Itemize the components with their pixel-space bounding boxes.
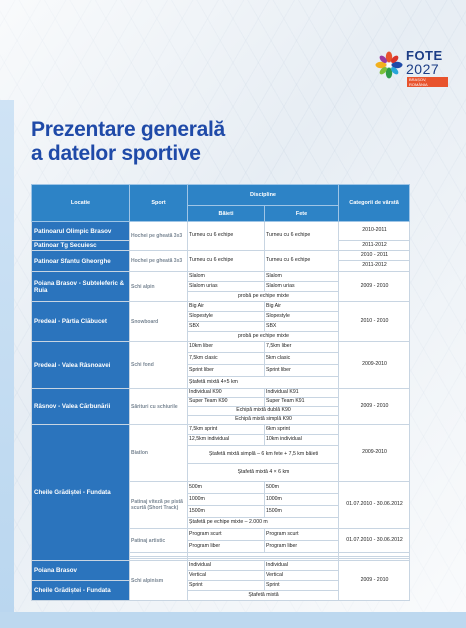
location-cell: Cheile Grădiștei - Fundata: [32, 425, 130, 561]
table-row: [32, 425, 410, 435]
table-row: [32, 342, 410, 353]
boys-cell: 500m: [188, 482, 265, 494]
title-line-2: a datelor sportive: [31, 142, 201, 165]
boys-cell: 12,5km individual: [188, 435, 265, 446]
age-cell: 2010 - 2011: [339, 251, 410, 261]
age-cell: 01.07.2010 - 30.06.2012: [339, 529, 410, 553]
girls-cell: Big Air: [265, 302, 339, 312]
age-cell: 2011-2012: [339, 241, 410, 251]
fote-logo: [374, 48, 448, 87]
boys-cell: 1500m: [188, 506, 265, 518]
sport-cell: Snowboard: [130, 302, 188, 342]
age-cell: 2009-2010: [339, 425, 410, 482]
age-cell: 01.07.2010 - 30.06.2012: [339, 482, 410, 529]
boys-cell: Program liber: [188, 541, 265, 553]
girls-cell: Vertical: [265, 571, 339, 581]
boys-cell: Big Air: [188, 302, 265, 312]
header-age: Categorii de vârstă: [339, 185, 410, 222]
sport-cell: Sărituri cu schiurile: [130, 389, 188, 425]
title-line-1: Prezentare generală: [31, 118, 225, 141]
girls-cell: Sprint liber: [265, 365, 339, 377]
girls-cell: Individual: [265, 561, 339, 571]
girls-cell: Super Team K91: [265, 398, 339, 407]
boys-cell: Sprint: [188, 581, 265, 591]
sport-cell: Biatlon: [130, 425, 188, 482]
girls-cell: Turneu cu 6 echipe: [265, 222, 339, 251]
boys-cell: Turneu cu 6 echipe: [188, 251, 265, 272]
girls-cell: Slalom urias: [265, 282, 339, 292]
location-cell: Patinoar Sfantu Gheorghe: [32, 251, 130, 272]
boys-cell: Slalom urias: [188, 282, 265, 292]
logo-location: BRAȘOV, ROMÂNIA: [407, 77, 448, 87]
sport-cell: Hochei pe gheată 3x3: [130, 251, 188, 272]
snowflake-logo-icon: [374, 50, 404, 80]
girls-cell: 5km clasic: [265, 353, 339, 365]
girls-cell: 1500m: [265, 506, 339, 518]
boys-cell: Slalom: [188, 272, 265, 282]
boys-cell: Individual: [188, 561, 265, 571]
location-cell: Patinoarul Olimpic Brasov: [32, 222, 130, 241]
left-accent-bar: [0, 100, 14, 628]
girls-cell: 7,5km liber: [265, 342, 339, 353]
girls-cell: 6km sprint: [265, 425, 339, 435]
mixed-cell: Ștafetă mixtă simplă – 6 km fete + 7,5 km băieti: [188, 446, 339, 464]
sport-cell: Schi fond: [130, 342, 188, 389]
boys-cell: Sprint liber: [188, 365, 265, 377]
bottom-accent-bar: [0, 612, 466, 628]
boys-cell: Super Team K90: [188, 398, 265, 407]
sport-cell: Schi alpin: [130, 272, 188, 302]
boys-cell: Program scurt: [188, 529, 265, 541]
age-cell: 2010-2011: [339, 222, 410, 241]
location-cell: Predeal - Valea Râsnoavei: [32, 342, 130, 389]
mixed-cell: Ștafetă mixtă 4 × 6 km: [188, 464, 339, 482]
table-row: [32, 251, 410, 261]
location-cell: Cheile Grădiștei - Fundata: [32, 581, 130, 601]
boys-cell: SBX: [188, 322, 265, 332]
mixed-cell: probă pe echipe mixte: [188, 332, 339, 342]
boys-cell: 7,5km clasic: [188, 353, 265, 365]
mixed-cell: Ștafetă mixtă 4×5 km: [188, 377, 339, 389]
girls-cell: Sprint: [265, 581, 339, 591]
girls-cell: 10km individual: [265, 435, 339, 446]
age-cell: 2011-2012: [339, 261, 410, 272]
logo-year: 2027: [406, 61, 440, 77]
location-cell: Poiana Brasov - Subteleferic & Ruia: [32, 272, 130, 302]
boys-cell: 1000m: [188, 494, 265, 506]
girls-cell: Turneu cu 6 echipe: [265, 251, 339, 272]
header-sport: Sport: [130, 185, 188, 222]
table-row: [32, 302, 410, 312]
boys-cell: 10km liber: [188, 342, 265, 353]
age-cell: 2009 - 2010: [339, 389, 410, 425]
girls-cell: 1000m: [265, 494, 339, 506]
girls-cell: Individual K91: [265, 389, 339, 398]
girls-cell: Program liber: [265, 541, 339, 553]
age-cell: 2009 - 2010: [339, 561, 410, 601]
header-location: Locatie: [32, 185, 130, 222]
age-cell: 2009-2010: [339, 342, 410, 389]
table-row: [32, 389, 410, 398]
table-row: [32, 272, 410, 282]
location-cell: Predeal - Pârtia Clăbucet: [32, 302, 130, 342]
sports-table: [31, 184, 410, 601]
location-cell: Poiana Brasov: [32, 561, 130, 581]
girls-cell: Slalom: [265, 272, 339, 282]
location-cell: Râsnov - Valea Cărbunării: [32, 389, 130, 425]
header-disciplines: Discipline: [188, 185, 339, 206]
mixed-cell: probă pe echipe mixte: [188, 292, 339, 302]
mixed-cell: Ștafetă mixtă: [188, 591, 339, 601]
boys-cell: Slopestyle: [188, 312, 265, 322]
girls-cell: Slopestyle: [265, 312, 339, 322]
girls-cell: Program scurt: [265, 529, 339, 541]
girls-cell: SBX: [265, 322, 339, 332]
location-cell: Patinoar Tg Secuiesc: [32, 241, 130, 251]
boys-cell: Turneu cu 6 echipe: [188, 222, 265, 251]
girls-cell: 500m: [265, 482, 339, 494]
page-title: [31, 118, 225, 166]
header-boys: Băieti: [188, 206, 265, 222]
boys-cell: Vertical: [188, 571, 265, 581]
sport-cell: Patinaj artistic: [130, 529, 188, 553]
mixed-cell: Echipă mixtă simplă K90: [188, 416, 339, 425]
age-cell: 2009 - 2010: [339, 272, 410, 302]
boys-cell: Individual K90: [188, 389, 265, 398]
mixed-cell: Ștafetă pe echipe mixte – 2.000 m: [188, 518, 339, 529]
sport-cell: Schi alpinism: [130, 561, 188, 601]
table-row: [32, 561, 410, 571]
logo-wordmark: FOTE: [406, 48, 443, 63]
sport-cell: Hochei pe gheată 3x3: [130, 222, 188, 251]
boys-cell: 7,5km sprint: [188, 425, 265, 435]
mixed-cell: Echipă mixtă dublă K90: [188, 407, 339, 416]
header-girls: Fete: [265, 206, 339, 222]
sport-cell: Patinaj viteză pe pistă scurtă (Short Track): [130, 482, 188, 529]
table-row: [32, 222, 410, 241]
age-cell: 2010 - 2010: [339, 302, 410, 342]
